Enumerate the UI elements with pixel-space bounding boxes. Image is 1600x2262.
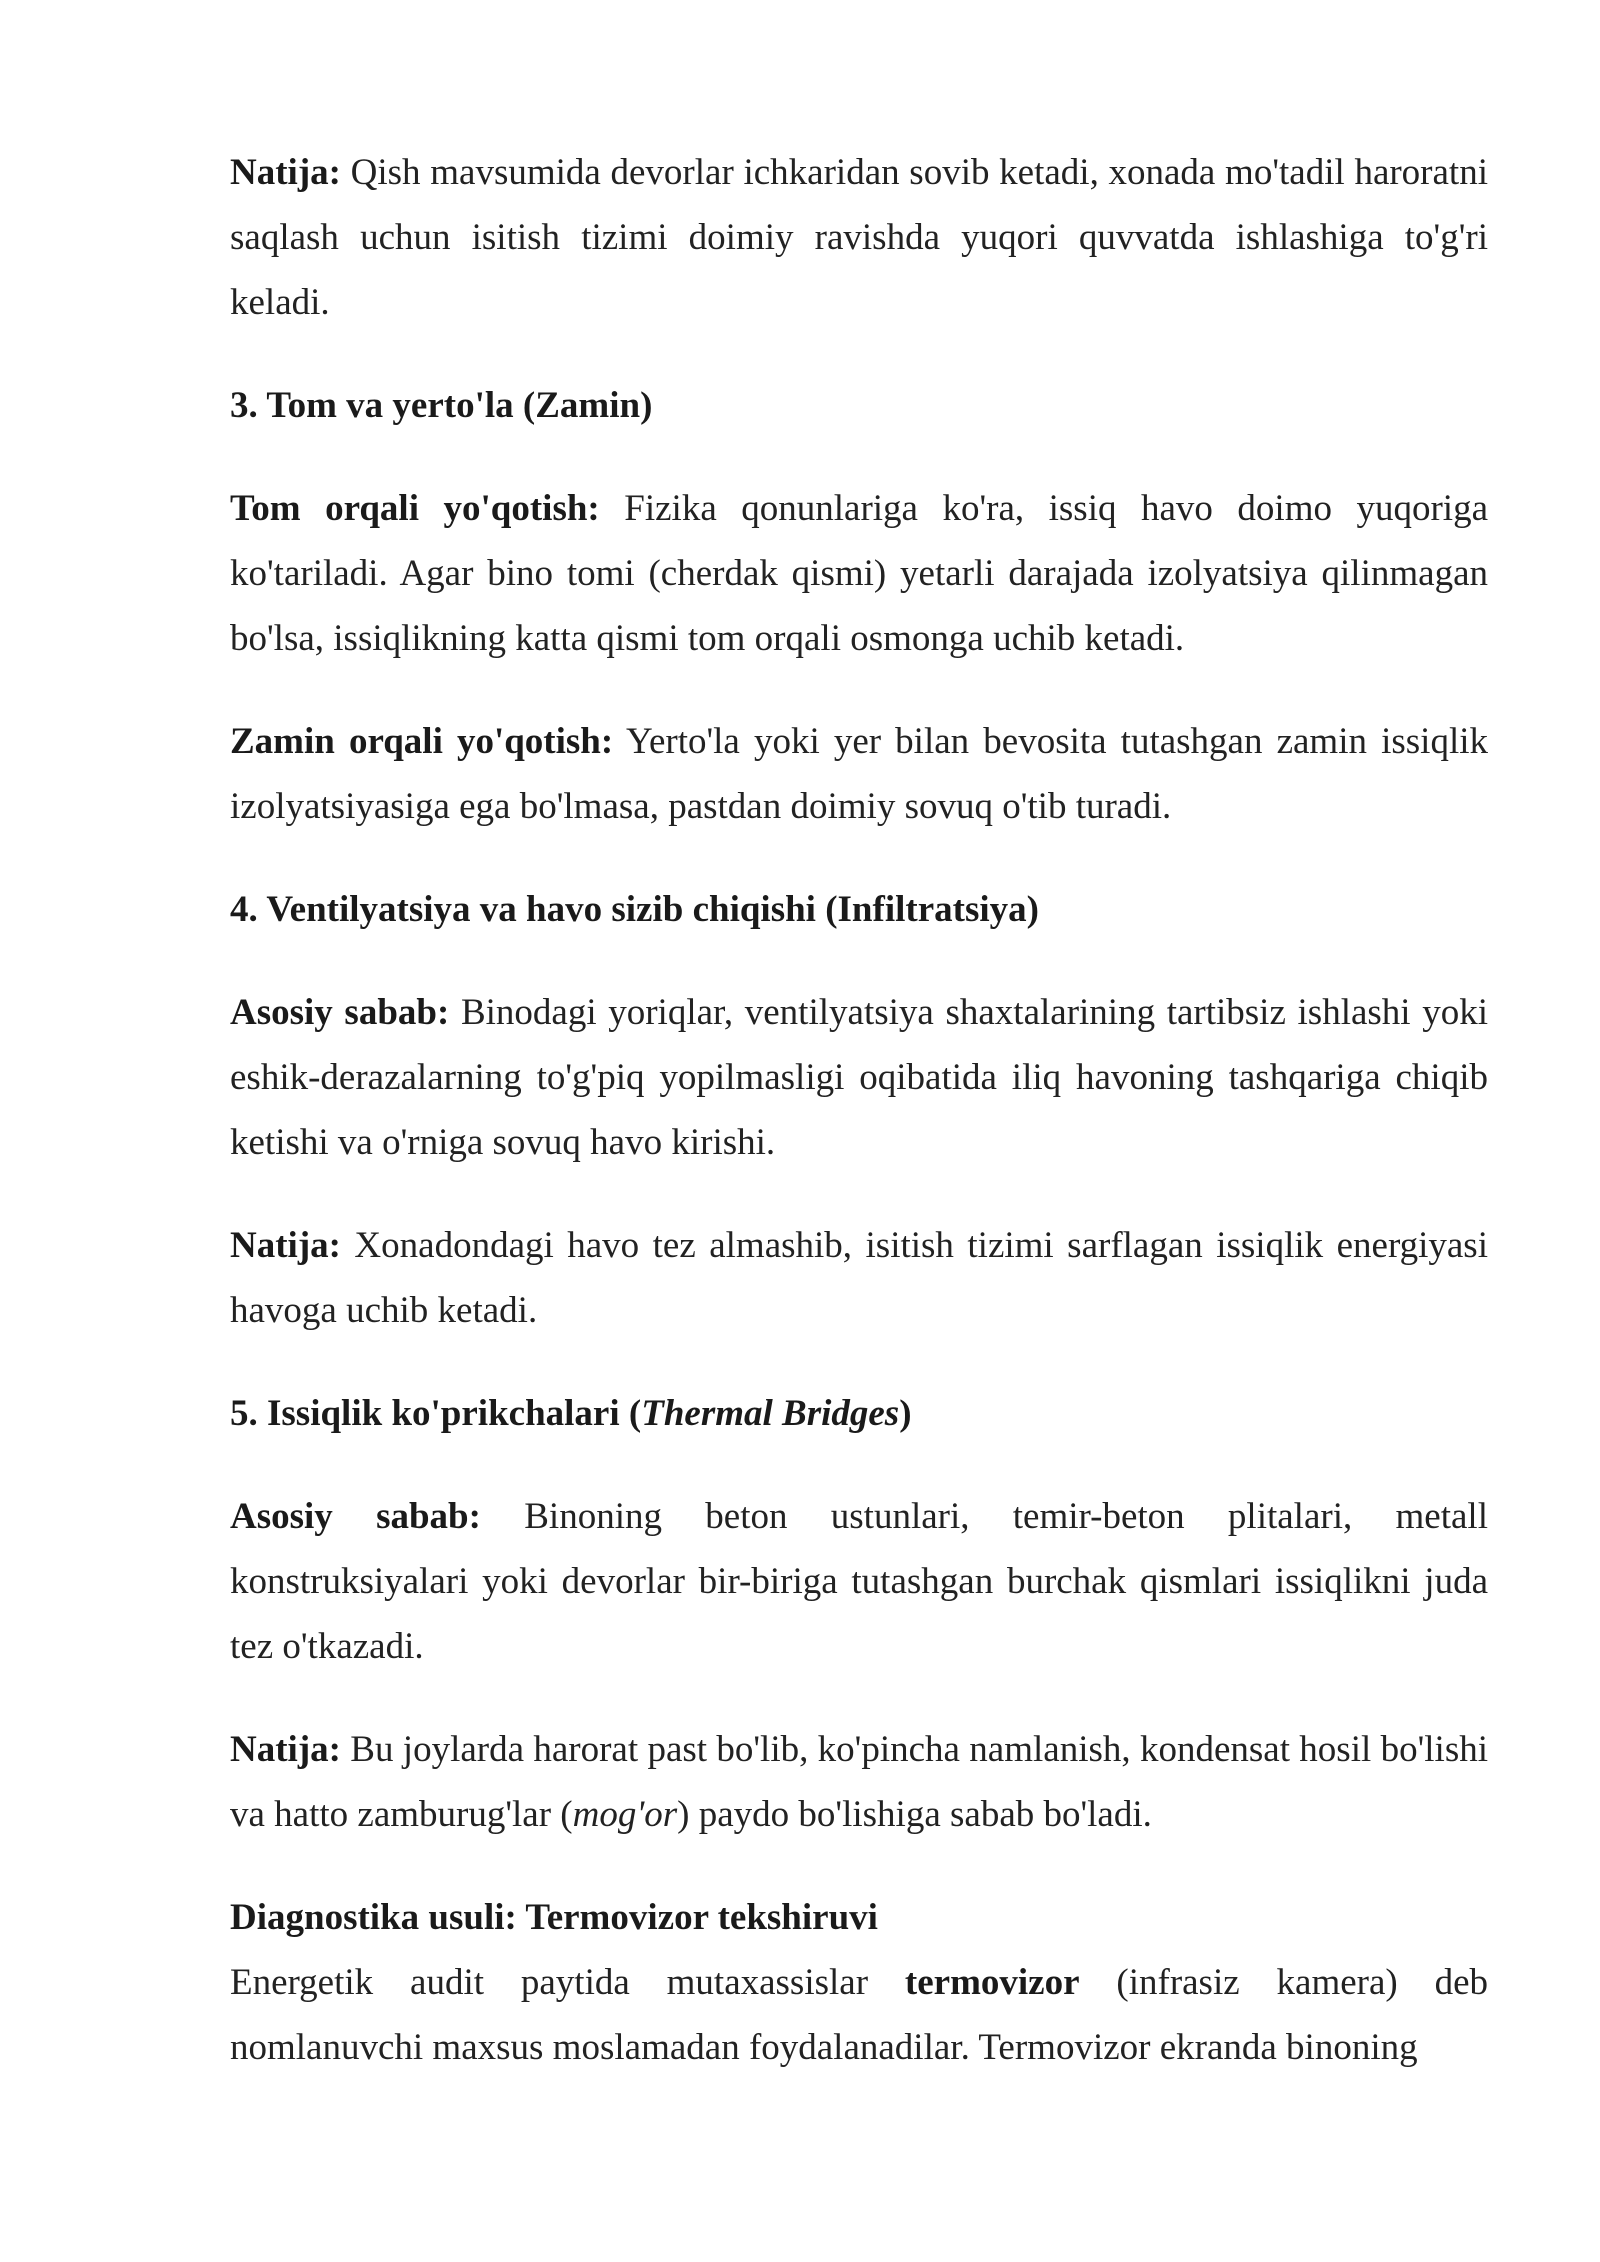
- section-heading-5: [230, 1381, 1488, 1446]
- paragraph-label: Natija:: [230, 1729, 341, 1770]
- paragraph-text: Binoning beton ustunlari, temir-beton plitalari, metall konstruksiyalari yoki devorlar bir-biriga tutashgan burchak qismlari issiqlikni juda tez o'tkazadi.: [230, 1496, 1488, 1667]
- paragraph-label: Natija:: [230, 152, 341, 193]
- paragraph-label: Zamin orqali yo'qotish:: [230, 721, 614, 762]
- heading-text-end: ): [899, 1393, 912, 1434]
- paragraph-text: Fizika qonunlariga ko'ra, issiq havo doimo yuqoriga ko'tariladi. Agar bino tomi (cherdak qismi) yetarli darajada izolyatsiya qilinmagan bo'lsa, issiqlikning katta qismi tom orqali osmonga uchib ketadi.: [230, 488, 1488, 659]
- paragraph-label: Natija:: [230, 1225, 341, 1266]
- paragraph-bold-term: termovizor: [904, 1962, 1080, 2003]
- paragraph-text: Energetik audit paytida mutaxassislar: [230, 1962, 905, 2003]
- paragraph-text: Yerto'la yoki yer bilan bevosita tutashgan zamin issiqlik izolyatsiyasiga ega bo'lmasa, pastdan doimiy sovuq o'tib turadi.: [230, 721, 1488, 827]
- section-heading-3: 3. Tom va yerto'la (Zamin): [230, 385, 653, 426]
- result-paragraph-1: [230, 140, 1488, 335]
- cause-paragraph-2: [230, 1484, 1488, 1679]
- paragraph-text-end: ) paydo bo'lishiga sabab bo'ladi.: [677, 1794, 1152, 1835]
- paragraph-text: Bu joylarda harorat past bo'lib, ko'pincha namlanish, kondensat hosil bo'lishi va hatto zamburug'lar (: [230, 1729, 1488, 1835]
- paragraph-label: Asosiy sabab:: [230, 1496, 481, 1537]
- floor-loss-paragraph: [230, 709, 1488, 839]
- roof-loss-paragraph: [230, 476, 1488, 671]
- section-heading-4: 4. Ventilyatsiya va havo sizib chiqishi (Infiltratsiya): [230, 889, 1039, 930]
- paragraph-label: Asosiy sabab:: [230, 992, 450, 1033]
- paragraph-label: Tom orqali yo'qotish:: [230, 488, 600, 529]
- result-paragraph-2: [230, 1213, 1488, 1343]
- diagnostics-paragraph: [230, 1950, 1488, 2080]
- paragraph-text-end: (infrasiz kamera) deb nomlanuvchi maxsus moslamadan foydalanadilar. Termovizor ekranda binoning: [230, 1962, 1488, 2068]
- paragraph-italic-text: mog'or: [572, 1794, 678, 1835]
- diagnostics-heading: Diagnostika usuli: Termovizor tekshiruvi: [230, 1897, 878, 1938]
- paragraph-text: Xonadondagi havo tez almashib, isitish tizimi sarflagan issiqlik energiyasi havoga uchib ketadi.: [230, 1225, 1488, 1331]
- heading-text: 5. Issiqlik ko'prikchalari (: [230, 1393, 642, 1434]
- paragraph-text: Binodagi yoriqlar, ventilyatsiya shaxtalarining tartibsiz ishlashi yoki eshik-derazalarning to'g'piq yopilmasligi oqibatida iliq havoning tashqariga chiqib ketishi va o'rniga sovuq havo kirishi.: [230, 992, 1488, 1163]
- result-paragraph-3: [230, 1717, 1488, 1847]
- heading-italic-text: Thermal Bridges: [641, 1393, 900, 1434]
- cause-paragraph-1: [230, 980, 1488, 1175]
- paragraph-text: Qish mavsumida devorlar ichkaridan sovib ketadi, xonada mo'tadil haroratni saqlash uchun isitish tizimi doimiy ravishda yuqori quvvatda ishlashiga to'g'ri keladi.: [230, 152, 1488, 323]
